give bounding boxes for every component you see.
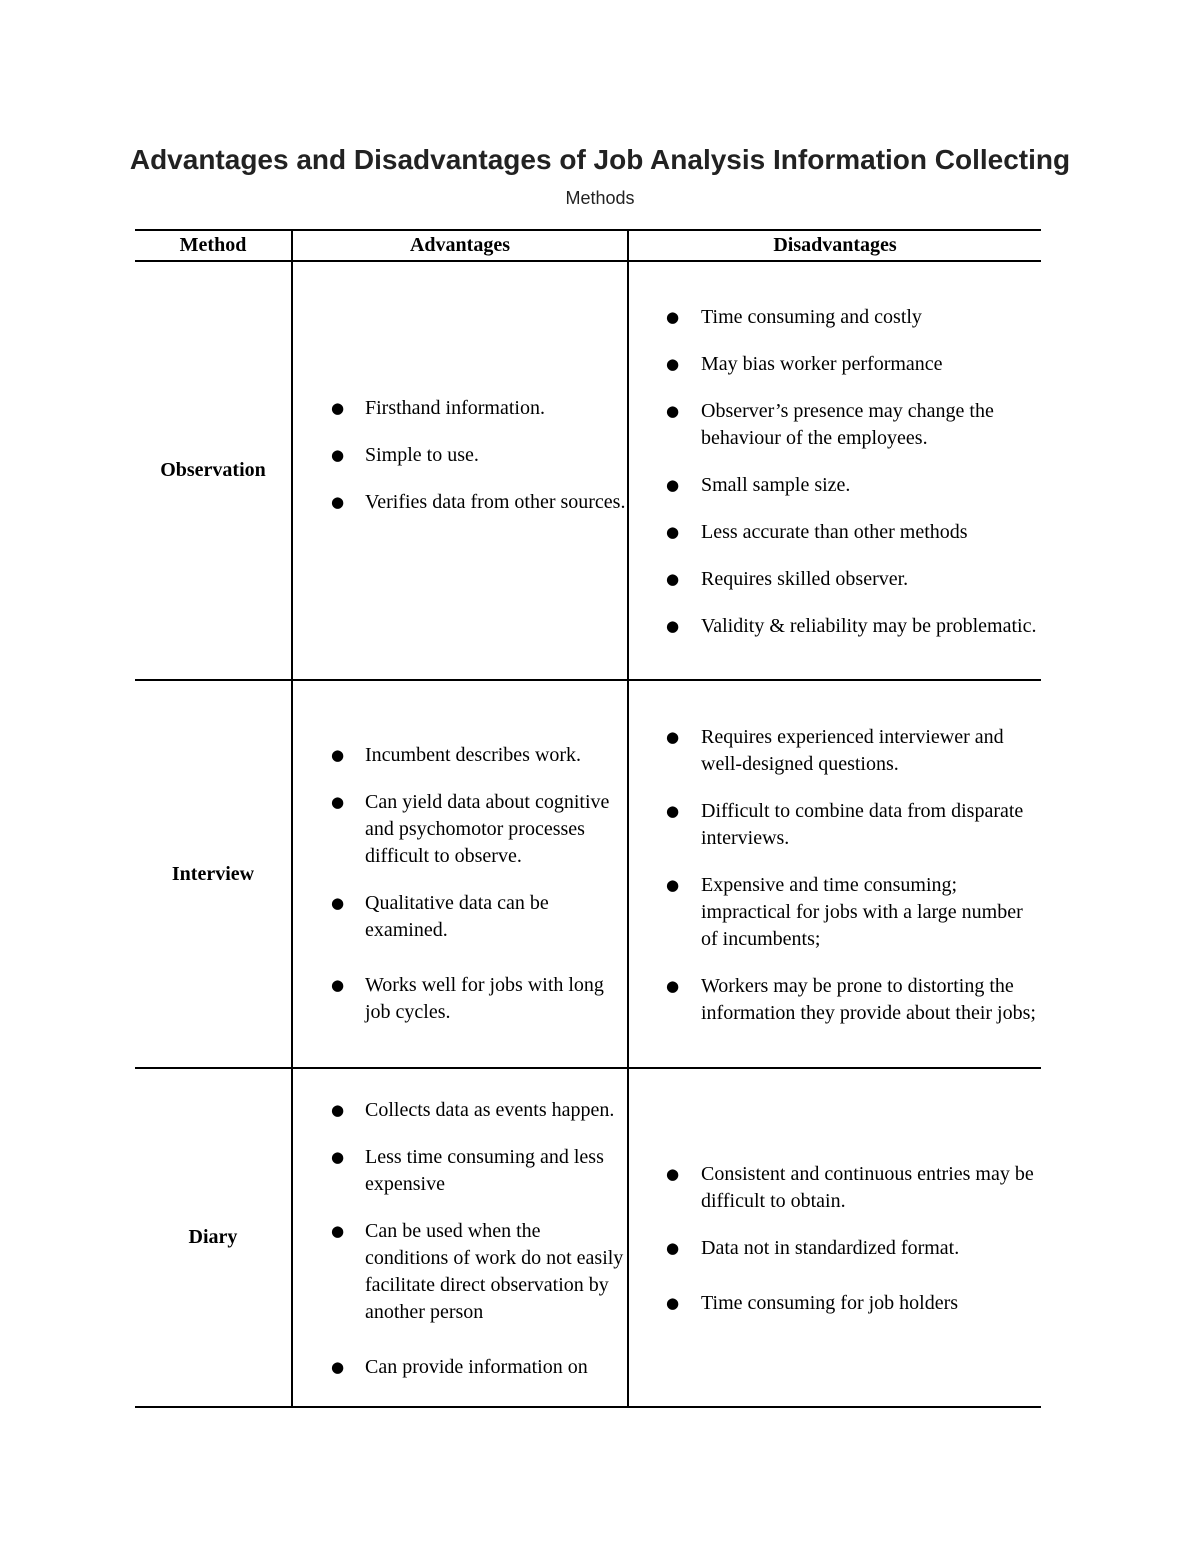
bullet-icon: ● <box>331 746 345 764</box>
title-main: Advantages and Disadvantages of Job Analysis Information Collecting <box>129 144 1071 175</box>
header-advantages: Advantages <box>292 230 628 261</box>
list-item: ● Simple to use. <box>293 442 627 469</box>
bullet-icon: ● <box>666 401 680 420</box>
bullet-icon: ● <box>331 976 345 994</box>
list-item: ● Can yield data about cognitive and psychomotor processes difficult to observe. <box>331 791 610 867</box>
header-method: Method <box>135 230 292 261</box>
disadvantages-cell <box>628 680 1041 1068</box>
header-disadvantages: Disadvantages <box>628 230 1041 261</box>
method-name: Observation <box>135 261 292 680</box>
list-item: ● Validity & reliability may be problematic. <box>629 613 1041 640</box>
disadvantages-list <box>629 304 1041 640</box>
list-item: ● Requires experienced interviewer and well-designed questions. <box>666 725 1004 775</box>
list-item: ● Works well for jobs with long job cycles. <box>331 974 604 1023</box>
list-item: ● Less time consuming and less expensive <box>331 1145 604 1195</box>
disadvantages-list <box>629 724 1041 1027</box>
table-header-row <box>135 230 1041 261</box>
bullet-icon: ● <box>331 1100 345 1119</box>
advantages-list <box>293 742 627 1026</box>
list-item: ● Qualitative data can be examined. <box>331 892 549 941</box>
advantages-cell <box>292 680 628 1068</box>
bullet-icon: ● <box>666 976 680 995</box>
bullet-icon: ● <box>666 1164 680 1183</box>
list-item: ● Less accurate than other methods <box>629 519 1041 546</box>
disadvantages-list <box>629 1161 1041 1317</box>
list-item: ● Small sample size. <box>629 472 1041 499</box>
disadvantages-cell <box>628 1068 1041 1407</box>
list-item: ● Can provide information on <box>293 1354 627 1381</box>
title-suffix: Methods <box>565 188 635 208</box>
disadvantages-cell <box>628 261 1041 680</box>
list-item: ● Data not in standardized format. <box>629 1235 1041 1262</box>
bullet-icon: ● <box>666 354 680 373</box>
bullet-icon: ● <box>666 307 680 326</box>
list-item: ● Firsthand information. <box>293 395 627 422</box>
advantages-list <box>293 395 627 516</box>
list-item: ● Observer’s presence may change the behaviour of the employees. <box>666 399 994 449</box>
bullet-icon: ● <box>666 569 680 588</box>
advantages-cell <box>292 1068 628 1407</box>
list-item: ● Requires skilled observer. <box>629 566 1041 593</box>
list-item: ● Incumbent describes work. <box>293 742 627 769</box>
list-item: ● Expensive and time consuming; impractical for jobs with a large number of incumbents; <box>666 873 1023 950</box>
list-item: ● May bias worker performance <box>629 351 1041 378</box>
bullet-icon: ● <box>666 1293 680 1312</box>
list-item: ● Time consuming and costly <box>629 304 1041 331</box>
method-name: Interview <box>135 680 292 1068</box>
bullet-icon: ● <box>331 399 345 417</box>
methods-table <box>135 229 1041 1408</box>
bullet-icon: ● <box>331 493 345 511</box>
list-item: ● Can be used when the conditions of work do not easily facilitate direct observation by another person <box>331 1219 624 1323</box>
bullet-icon: ● <box>666 727 680 746</box>
list-item: ● Difficult to combine data from disparate interviews. <box>666 799 1024 849</box>
advantages-cell <box>292 261 628 680</box>
list-item: ● Workers may be prone to distorting the information they provide about their jobs; <box>666 974 1036 1024</box>
list-item: ● Verifies data from other sources. <box>293 489 627 516</box>
advantages-list <box>293 1097 627 1381</box>
page-title <box>120 142 1080 216</box>
list-item: ● Consistent and continuous entries may be difficult to obtain. <box>666 1162 1034 1212</box>
bullet-icon: ● <box>666 522 680 541</box>
bullet-icon: ● <box>666 616 680 635</box>
bullet-icon: ● <box>666 475 680 494</box>
bullet-icon: ● <box>331 1221 345 1240</box>
bullet-icon: ● <box>666 1238 680 1257</box>
bullet-icon: ● <box>666 875 680 894</box>
method-name: Diary <box>135 1068 292 1407</box>
list-item: ● Time consuming for job holders <box>629 1290 1041 1317</box>
table-row <box>135 1068 1041 1407</box>
bullet-icon: ● <box>331 1357 345 1376</box>
list-item: ● Collects data as events happen. <box>293 1097 627 1124</box>
bullet-icon: ● <box>331 446 345 464</box>
table-row <box>135 680 1041 1068</box>
table-row <box>135 261 1041 680</box>
bullet-icon: ● <box>666 801 680 820</box>
bullet-icon: ● <box>331 1147 345 1166</box>
bullet-icon: ● <box>331 793 345 811</box>
bullet-icon: ● <box>331 894 345 912</box>
